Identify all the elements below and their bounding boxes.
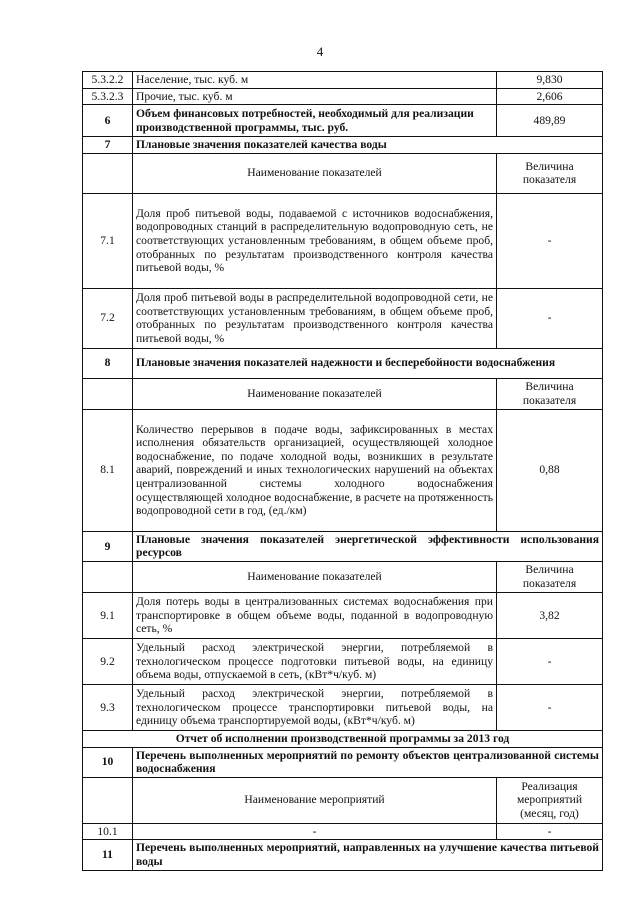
table-row (83, 409, 603, 531)
row-value: 489,89 (497, 105, 603, 137)
row-number: 8.1 (83, 409, 133, 531)
section-title: Перечень выполненных мероприятий по ремонту объектов централизованной системы водоснабжения (133, 747, 603, 777)
table-row (83, 72, 603, 89)
row-value: - (497, 684, 603, 730)
column-header-row (83, 777, 603, 823)
section-header-row (83, 531, 603, 561)
row-number: 10.1 (83, 823, 133, 840)
row-number: 7.2 (83, 288, 133, 348)
section-number: 10 (83, 747, 133, 777)
row-value: 2,606 (497, 88, 603, 105)
column-header-value: Величина показателя (497, 561, 603, 592)
row-number: 9.1 (83, 592, 133, 638)
table-row (83, 105, 603, 137)
column-header-row (83, 561, 603, 592)
section-header-row (83, 348, 603, 378)
section-title: Плановые значения показателей энергетической эффективности использования ресурсов (133, 531, 603, 561)
column-header-value: Величина показателя (497, 153, 603, 193)
row-text: Количество перерывов в подаче воды, зафиксированных в местах исполнения обязательств организацией, осуществляющей холодное водоснабжение, по подаче холодной воды, возникших в результате аварий, повреждений и иных технологических нарушений на объектах централизованной системы холодного водоснабжения осуществляющей холодное водоснабжение, в расчете на протяженность водопроводной сети в год, (ед./км) (133, 409, 497, 531)
row-text: Доля проб питьевой воды в распределительной водопроводной сети, не соответствующих установленным требованиям, в общем объеме проб, отобранных по результатам производственного контроля качества питьевой воды, % (133, 288, 497, 348)
section-header-row (83, 747, 603, 777)
row-text: Прочие, тыс. куб. м (133, 88, 497, 105)
row-number: 9.3 (83, 684, 133, 730)
row-text: Удельный расход электрической энергии, потребляемой в технологическом процессе подготовки питьевой воды, на единицу объема воды, отпускаемой в сеть, (кВт*ч/куб. м) (133, 638, 497, 684)
section-number: 8 (83, 348, 133, 378)
table-row (83, 193, 603, 288)
row-number: 9.2 (83, 638, 133, 684)
row-text: - (133, 823, 497, 840)
row-value: - (497, 193, 603, 288)
section-number: 7 (83, 137, 133, 154)
section-header-row (83, 137, 603, 154)
row-value: 0,88 (497, 409, 603, 531)
report-title-row (83, 730, 603, 747)
column-header-value: Величина показателя (497, 378, 603, 409)
row-value: - (497, 823, 603, 840)
row-text: Доля проб питьевой воды, подаваемой с источников водоснабжения, водопроводных станций в распределительную водопроводную сеть, не соответствующих установленным требованиям, в общем объеме проб, отобранных по результатам производственного контроля качества питьевой воды, % (133, 193, 497, 288)
row-value: 3,82 (497, 592, 603, 638)
blank-cell (83, 378, 133, 409)
row-number: 6 (83, 105, 133, 137)
table-row (83, 638, 603, 684)
column-header-name: Наименование показателей (133, 561, 497, 592)
row-text: Доля потерь воды в централизованных системах водоснабжения при транспортировке в общем объеме воды, поданной в водопроводную сеть, % (133, 592, 497, 638)
column-header-row (83, 153, 603, 193)
blank-cell (83, 153, 133, 193)
section-title: Перечень выполненных мероприятий, направленных на улучшение качества питьевой воды (133, 840, 603, 870)
column-header-row (83, 378, 603, 409)
column-header-name: Наименование мероприятий (133, 777, 497, 823)
section-header-row (83, 840, 603, 870)
section-title: Плановые значения показателей качества воды (133, 137, 603, 154)
row-value: - (497, 638, 603, 684)
row-text: Население, тыс. куб. м (133, 72, 497, 89)
blank-cell (83, 561, 133, 592)
table-row (83, 288, 603, 348)
row-text: Удельный расход электрической энергии, потребляемой в технологическом процессе транспортировки питьевой воды, на единицу объема транспортируемой воды, (кВт*ч/куб. м) (133, 684, 497, 730)
column-header-name: Наименование показателей (133, 153, 497, 193)
table-row (83, 823, 603, 840)
section-number: 9 (83, 531, 133, 561)
row-value: 9,830 (497, 72, 603, 89)
column-header-value: Реализация мероприятий (месяц, год) (497, 777, 603, 823)
row-number: 5.3.2.3 (83, 88, 133, 105)
row-number: 7.1 (83, 193, 133, 288)
page-number: 4 (316, 44, 324, 59)
section-number: 11 (83, 840, 133, 870)
row-text: Объем финансовых потребностей, необходимый для реализации производственной программы, тыс. руб. (133, 105, 497, 137)
blank-cell (83, 777, 133, 823)
row-value: - (497, 288, 603, 348)
section-title: Плановые значения показателей надежности и бесперебойности водоснабжения (133, 348, 603, 378)
row-number: 5.3.2.2 (83, 72, 133, 89)
column-header-name: Наименование показателей (133, 378, 497, 409)
table-row (83, 592, 603, 638)
program-table (82, 71, 603, 871)
table-row (83, 684, 603, 730)
table-row (83, 88, 603, 105)
report-title: Отчет об исполнении производственной программы за 2013 год (83, 730, 603, 747)
